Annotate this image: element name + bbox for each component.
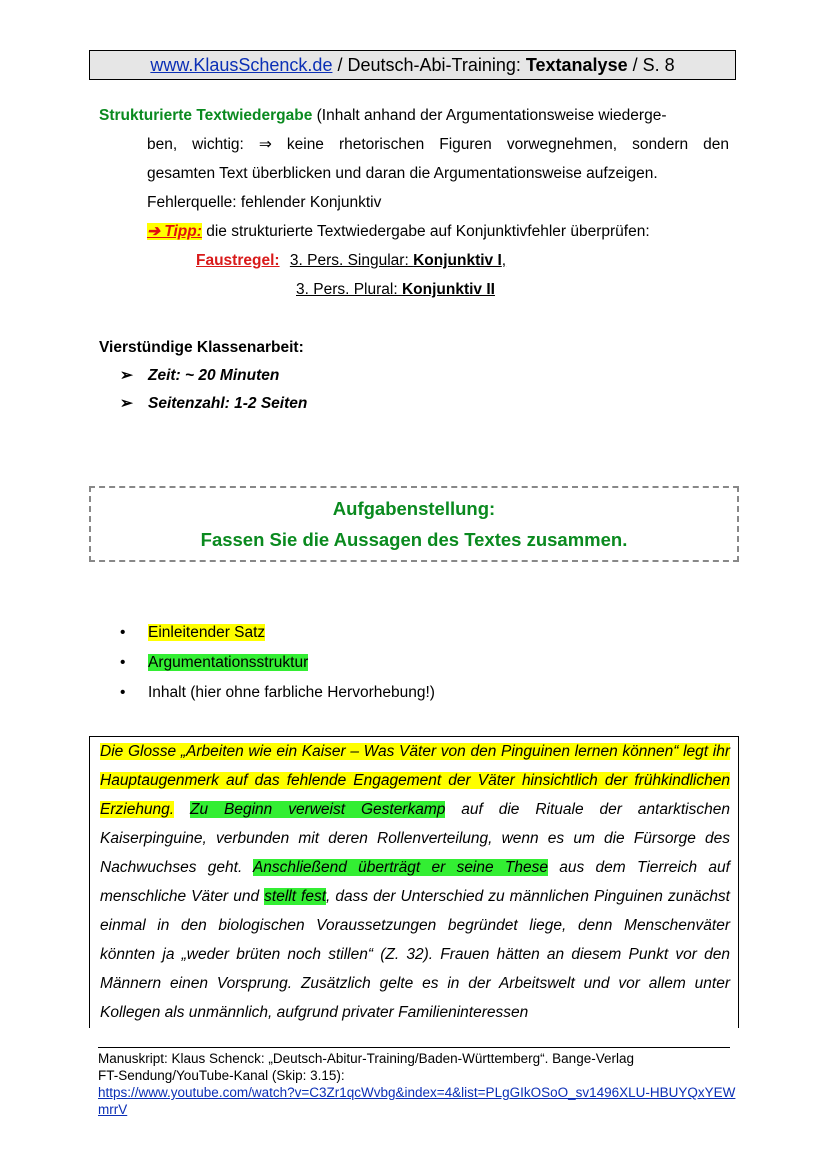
youtube-link[interactable]: https://www.youtube.com/watch?v=C3Zr1qcWvbg&index=4&list=PLgGIkOSoO_sv1496XLU-HBUYQxYEWmrrV xyxy=(98,1085,736,1117)
klassenarbeit-item xyxy=(120,362,307,390)
legend-item xyxy=(120,618,435,648)
rule-singular-text: 3. Pers. Singular: xyxy=(289,252,414,269)
sample-structure-1: Zu Beginn verweist Gesterkamp xyxy=(190,801,446,818)
page-header xyxy=(89,50,736,80)
intro-line-1-rest: (Inhalt anhand der Argumentationsweise wiederge- xyxy=(312,107,667,124)
bullet-icon: • xyxy=(120,654,126,671)
sample-content-3: , dass der Unterschied zu männlichen Pinguinen zunächst einmal in den biologischen Voraussetzungen begründet liege, denn Menschenväter könnten ja „weder brüten noch stillen“ (Z. 32). Frauen hätten an diesem Punkt vor den Männern einen Vorsprung. Zusätzlich gelte es in der Arbeitswelt und vor allem unter Kollegen als unmännlich, aufgrund privater Familieninteressen xyxy=(100,888,730,1021)
footer-line-1: Manuskript: Klaus Schenck: „Deutsch-Abitur-Training/Baden-Württemberg“. Bange-Verlag xyxy=(98,1051,634,1066)
legend-item-text: Argumentationsstruktur xyxy=(148,654,309,671)
rule-singular-end: , xyxy=(501,252,507,269)
task-box xyxy=(89,486,739,562)
legend-list xyxy=(120,618,435,708)
footer-divider xyxy=(98,1047,730,1048)
sample-text-box xyxy=(89,736,739,1028)
sample-structure-3: stellt fest xyxy=(264,888,327,905)
intro-line-4: Fehlerquelle: fehlender Konjunktiv xyxy=(147,194,382,211)
sample-structure-2: Anschließend überträgt er seine These xyxy=(252,859,548,876)
sample-intro-sentence: Die Glosse „Arbeiten wie ein Kaiser – Was Väter von den Pinguinen lernen können“ legt ihr Hauptaugenmerk auf das fehlende Engagement der Väter hinsichtlich der frühkindlichen Erziehung. xyxy=(100,743,730,818)
rule-plural-bold: Konjunktiv II xyxy=(401,281,495,298)
intro-line-3: gesamten Text überblicken und daran die Argumentationsweise aufzeigen. xyxy=(147,165,658,182)
rule-singular xyxy=(290,252,506,269)
intro-heading: Strukturierte Textwiedergabe xyxy=(99,107,313,124)
klassenarbeit-heading: Vierstündige Klassenarbeit: xyxy=(99,339,304,356)
legend-item xyxy=(120,648,435,678)
klassenarbeit-item-text: Seitenzahl: 1-2 Seiten xyxy=(148,395,308,412)
website-link[interactable]: www.KlausSchenck.de xyxy=(150,55,333,75)
task-text: Fassen Sie die Aussagen des Textes zusammen. xyxy=(200,529,628,550)
tipp-label: ➔ Tipp: xyxy=(147,223,202,240)
intro-line-1 xyxy=(99,101,739,130)
rule-singular-bold: Konjunktiv I xyxy=(413,252,502,269)
arrow-bullet-icon: ➢ xyxy=(120,367,133,384)
rule-plural xyxy=(296,275,495,304)
legend-item-text: Einleitender Satz xyxy=(148,624,266,641)
header-topic: Textanalyse xyxy=(525,55,628,75)
klassenarbeit-list xyxy=(120,362,307,418)
footer-line-2: FT-Sendung/YouTube-Kanal (Skip: 3.15): xyxy=(98,1068,345,1083)
rule-plural-text: 3. Pers. Plural: xyxy=(296,281,402,298)
arrow-bullet-icon: ➢ xyxy=(120,395,133,412)
intro-line-2: ben, wichtig: ⇒ keine rhetorischen Figuren vorwegnehmen, sondern den xyxy=(147,136,729,153)
legend-item xyxy=(120,678,435,708)
header-middle: / Deutsch-Abi-Training: xyxy=(332,55,526,75)
klassenarbeit-item-text: Zeit: ~ 20 Minuten xyxy=(148,367,280,384)
klassenarbeit-item xyxy=(120,390,307,418)
faustregel-line xyxy=(196,246,506,275)
bullet-icon: • xyxy=(120,684,126,701)
faustregel-label: Faustregel: xyxy=(196,252,280,269)
legend-item-text: Inhalt (hier ohne farbliche Hervorhebung!) xyxy=(148,684,435,701)
header-page: / S. 8 xyxy=(627,55,675,75)
sample-content-1: auf die Rituale der antarktischen Kaiserpinguine, verbunden mit deren Rollenverteilung, wenn es um die Fürsorge des Nachwuchses geht. xyxy=(100,801,730,876)
bullet-icon: • xyxy=(120,624,126,641)
footer xyxy=(98,1050,738,1118)
sample-content-2: aus dem Tierreich auf menschliche Väter und xyxy=(100,859,730,905)
task-title: Aufgabenstellung: xyxy=(332,498,496,519)
tipp-line xyxy=(147,217,650,246)
tipp-text: die strukturierte Textwiedergabe auf Konjunktivfehler überprüfen: xyxy=(201,223,650,240)
